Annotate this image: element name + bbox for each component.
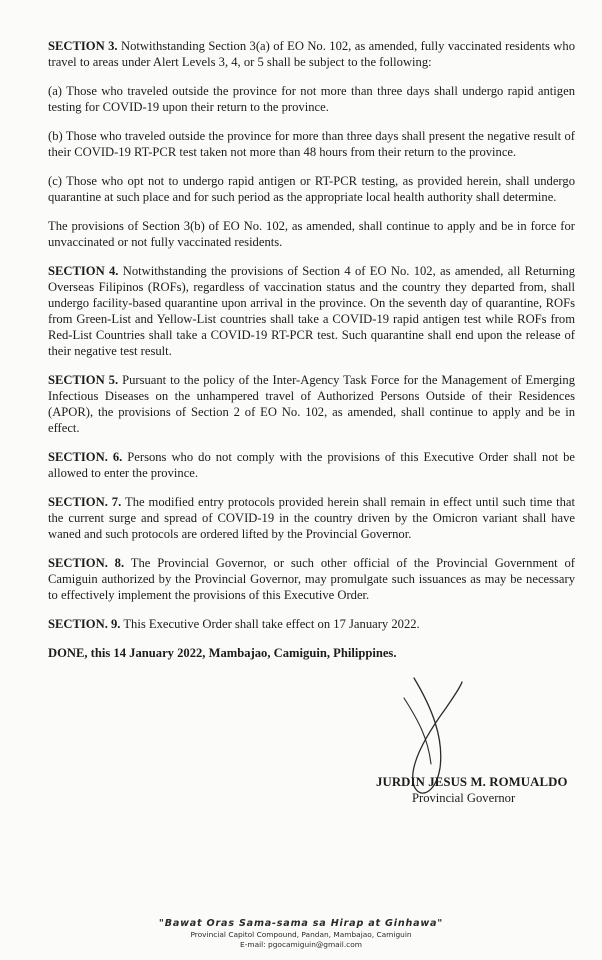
done-line: DONE, this 14 January 2022, Mambajao, Camiguin, Philippines. xyxy=(48,646,397,660)
paragraph xyxy=(48,555,575,603)
section-heading: SECTION 3. xyxy=(48,39,118,53)
footer-address: Provincial Capitol Compound, Pandan, Mambajao, Camiguin xyxy=(190,930,412,939)
paragraph xyxy=(48,218,575,250)
section-heading: SECTION. 7. xyxy=(48,495,122,509)
section-heading: SECTION. 9. xyxy=(48,617,121,631)
paragraph xyxy=(48,83,575,115)
paragraph-text: (a) Those who traveled outside the province for not more than three days shall undergo rapid antigen testing for COVID-19 upon their return to the province. xyxy=(48,84,575,114)
paragraph xyxy=(48,128,575,160)
section-heading: SECTION. 8. xyxy=(48,556,125,570)
paragraph xyxy=(48,263,575,359)
signatory-block xyxy=(376,774,586,806)
section-heading: SECTION. 6. xyxy=(48,450,123,464)
paragraph xyxy=(48,38,575,70)
paragraph xyxy=(48,173,575,205)
paragraph-text: (c) Those who opt not to undergo rapid antigen or RT-PCR testing, as provided herein, shall undergo quarantine at such place and for such period as the appropriate local health authority shall determine. xyxy=(48,174,575,204)
paragraph-text: The Provincial Governor, or such other official of the Provincial Government of Camiguin authorized by the Provincial Governor, may promulgate such issuances as may be necessary to effectively implement the provisions of this Executive Order. xyxy=(48,556,576,602)
document-body xyxy=(48,38,575,661)
paragraph-text: This Executive Order shall take effect on 17 January 2022. xyxy=(120,617,420,631)
paragraph-text: The modified entry protocols provided herein shall remain in effect until such time that the current surge and spread of COVID-19 in the country driven by the Omicron variant shall have waned and such protocols are ordered lifted by the Provincial Governor. xyxy=(48,495,576,541)
signatory-name: JURDIN JESUS M. ROMUALDO xyxy=(376,775,568,789)
paragraph-text: Pursuant to the policy of the Inter-Agency Task Force for the Management of Emerging Infectious Diseases on the unhampered travel of Authorized Persons Outside of their Residences (APOR), the provisions of Section 2 of EO No. 102, as amended, shall continue to apply and be in effect. xyxy=(48,373,575,435)
footer-motto: "Bawat Oras Sama-sama sa Hirap at Ginhawa" xyxy=(158,918,444,929)
section-heading: SECTION 4. xyxy=(48,264,119,278)
paragraph xyxy=(48,449,575,481)
paragraph-text: Notwithstanding Section 3(a) of EO No. 102, as amended, fully vaccinated residents who travel to areas under Alert Levels 3, 4, or 5 shall be subject to the following: xyxy=(48,39,575,69)
section-heading: SECTION 5. xyxy=(48,373,119,387)
footer-email: E-mail: pgocamiguin@gmail.com xyxy=(240,940,362,949)
paragraph-text: (b) Those who traveled outside the province for more than three days shall present the negative result of their COVID-19 RT-PCR test taken not more than 48 hours from their return to the province. xyxy=(48,129,575,159)
signatory-title: Provincial Governor xyxy=(412,791,516,805)
paragraph xyxy=(48,372,575,436)
paragraph-text: Persons who do not comply with the provisions of this Executive Order shall not be allowed to enter the province. xyxy=(48,450,575,480)
paragraph-text: The provisions of Section 3(b) of EO No. 102, as amended, shall continue to apply and be in force for unvaccinated or not fully vaccinated residents. xyxy=(48,219,575,249)
paragraph xyxy=(48,616,575,632)
paragraph-text: Notwithstanding the provisions of Section 4 of EO No. 102, as amended, all Returning Overseas Filipinos (ROFs), regardless of vaccination status and the country they departed from, shall undergo facility-based quarantine upon arrival in the province. On the seventh day of quarantine, ROFs from Green-List and Yellow-List countries shall take a COVID-19 rapid antigen test while ROFs from Red-List Countries shall take a COVID-19 RT-PCR test. Such quarantine shall end upon the release of their negative test result. xyxy=(48,264,575,358)
paragraph xyxy=(48,494,575,542)
letterhead-footer xyxy=(0,918,602,950)
